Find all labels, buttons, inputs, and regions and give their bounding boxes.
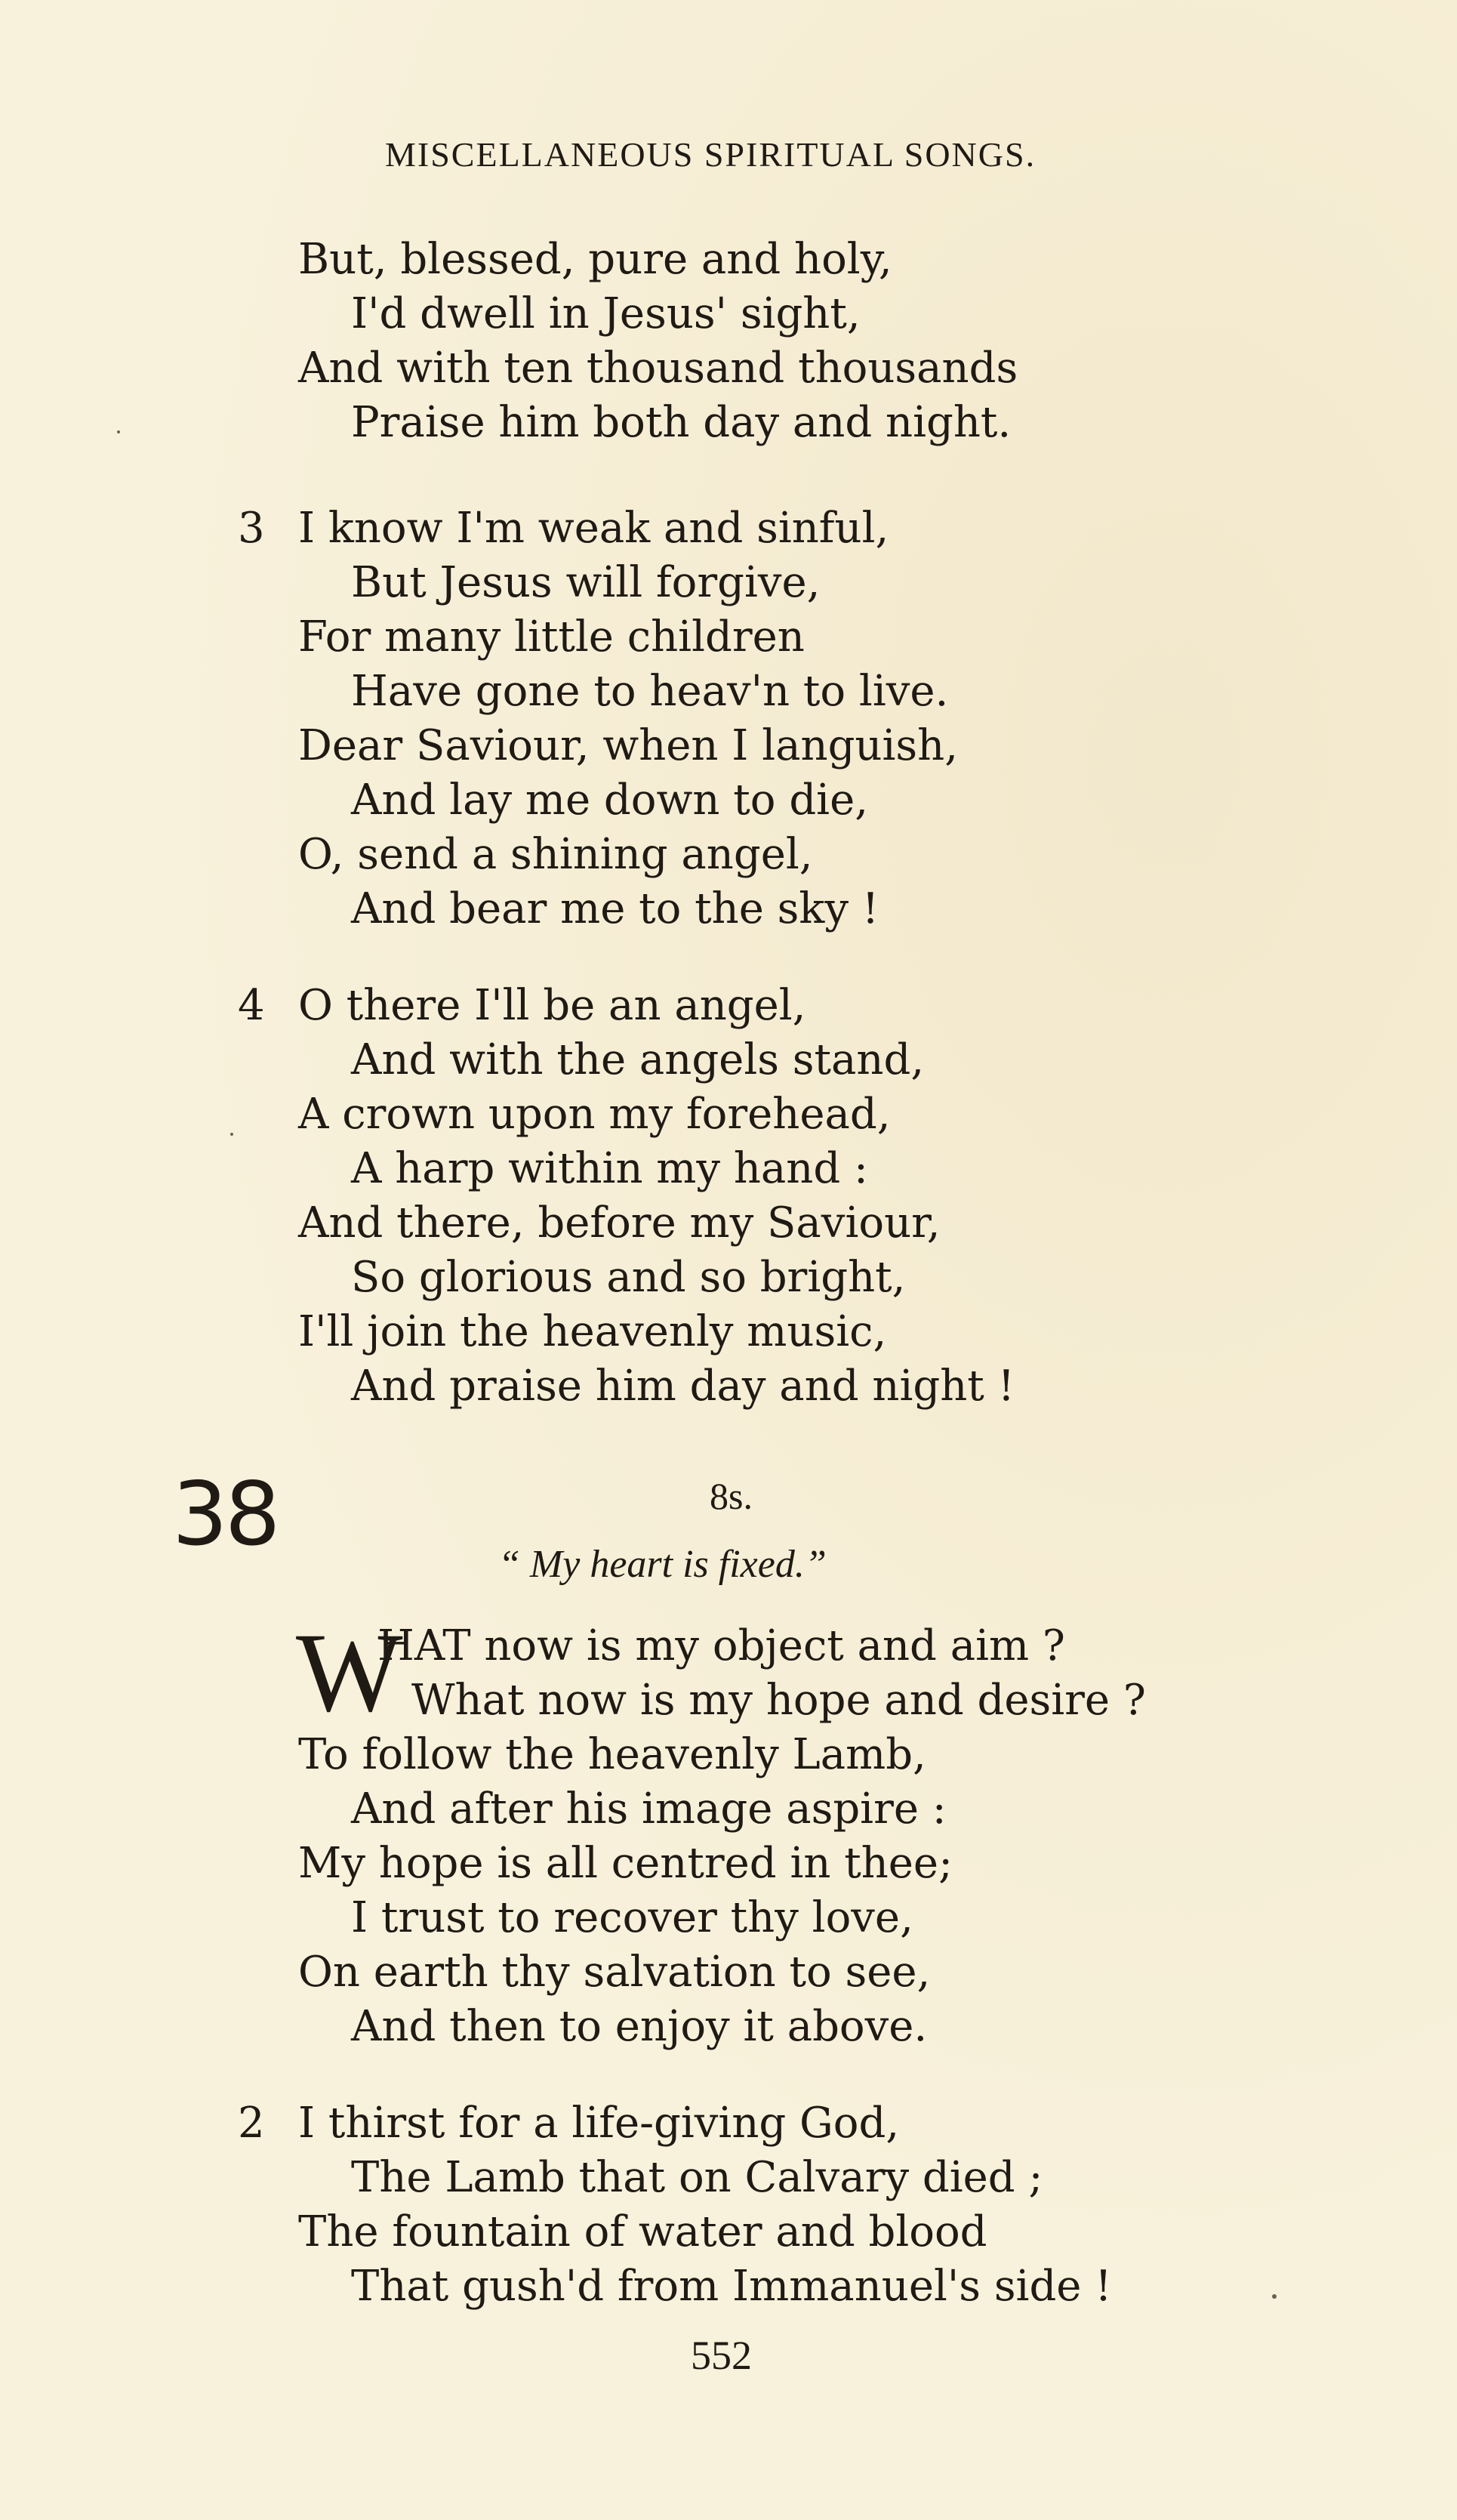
verse-line: And there, before my Saviour, <box>298 1198 941 1248</box>
ink-speck <box>117 430 120 433</box>
verse-line: O, send a shining angel, <box>298 830 813 879</box>
verse-line: And praise him day and night ! <box>351 1362 1015 1411</box>
drop-cap: W <box>296 1610 403 1735</box>
verse-line: That gush'd from Immanuel's side ! <box>351 2262 1112 2311</box>
verse-line: And with ten thousand thousands <box>298 344 1018 393</box>
verse-line: And lay me down to die, <box>351 776 869 825</box>
verse-line: The fountain of water and blood <box>298 2207 987 2256</box>
running-header: MISCELLANEOUS SPIRITUAL SONGS. <box>385 135 1037 174</box>
verse-line: I'll join the heavenly music, <box>298 1307 887 1356</box>
ink-speck <box>230 1133 233 1136</box>
verse-line: And then to enjoy it above. <box>351 2002 928 2051</box>
verse-line: Dear Saviour, when I languish, <box>298 721 959 770</box>
verse-line: HAT now is my object and aim ? <box>377 1621 1065 1670</box>
ink-speck <box>1272 2294 1277 2299</box>
verse-line: A harp within my hand : <box>351 1144 868 1193</box>
verse-line: Have gone to heav'n to live. <box>351 667 949 716</box>
hymn-number: 38 <box>172 1464 278 1565</box>
verse-number: 3 <box>238 504 265 553</box>
verse-number: 4 <box>238 981 265 1030</box>
verse-line: O there I'll be an angel, <box>298 981 806 1030</box>
verse-line: On earth thy salvation to see, <box>298 1948 931 1997</box>
verse-line: And after his image aspire : <box>351 1784 947 1834</box>
verse-line: I thirst for a life-giving God, <box>298 2099 900 2148</box>
verse-line: What now is my hope and desire ? <box>411 1676 1146 1725</box>
verse-line: I trust to recover thy love, <box>351 1893 913 1942</box>
verse-line: Praise him both day and night. <box>351 398 1012 447</box>
verse-line: A crown upon my forehead, <box>298 1090 891 1139</box>
verse-number: 2 <box>238 2099 265 2148</box>
verse-line: But, blessed, pure and holy, <box>298 235 892 284</box>
verse-line: So glorious and so bright, <box>351 1253 906 1302</box>
verse-line: And bear me to the sky ! <box>351 884 879 933</box>
verse-line: I'd dwell in Jesus' sight, <box>351 289 861 338</box>
verse-line: I know I'm weak and sinful, <box>298 504 889 553</box>
hymn-subtitle: “ My heart is fixed.” <box>498 1543 827 1586</box>
hymn-meter: 8s. <box>710 1475 753 1517</box>
page-number: 552 <box>691 2333 752 2378</box>
verse-line: My hope is all centred in thee; <box>298 1839 953 1888</box>
verse-line: And with the angels stand, <box>351 1035 925 1084</box>
verse-line: To follow the heavenly Lamb, <box>298 1730 926 1779</box>
verse-line: But Jesus will forgive, <box>351 558 821 607</box>
verse-line: The Lamb that on Calvary died ; <box>351 2153 1043 2202</box>
verse-line: For many little children <box>298 612 805 662</box>
